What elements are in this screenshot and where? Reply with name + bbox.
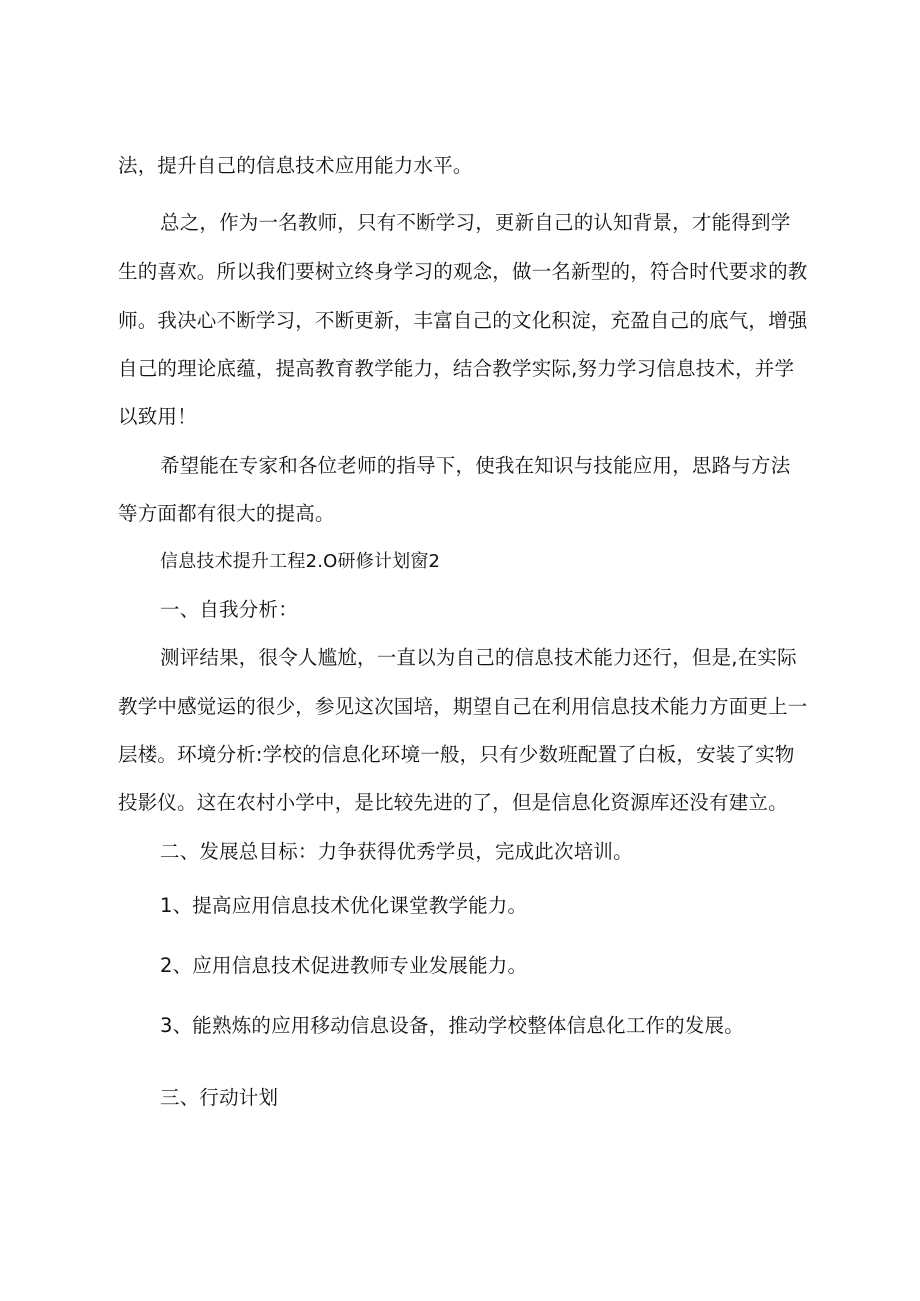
goal-item-2: 2、应用信息技术促进教师专业发展能力。 <box>160 954 528 977</box>
heading-development-goal: 二、发展总目标：力争获得优秀学员，完成此次培训。 <box>160 840 633 863</box>
heading-self-analysis: 一、自我分析： <box>160 598 298 621</box>
paragraph-analysis-line-4: 投影仪。这在农村小学中，是比较先进的了，但是信息化资源库还没有建立。 <box>118 791 788 814</box>
paragraph-summary-line-3: 师。我决心不断学习，不断更新，丰富自己的文化积淀，充盈自己的底气，增强 <box>118 309 808 332</box>
paragraph-hope-line-2: 等方面都有很大的提高。 <box>118 502 335 525</box>
goal-item-1: 1、提高应用信息技术优化课堂教学能力。 <box>160 894 528 917</box>
paragraph-analysis-line-2: 教学中感觉运的很少，参见这次国培，期望自己在利用信息技术能力方面更上一 <box>118 695 808 718</box>
section-title: 信息技术提升工程2.O研修计划窗2 <box>160 551 441 572</box>
heading-action-plan: 三、行动计划 <box>160 1086 279 1109</box>
goal-item-3: 3、能熟炼的应用移动信息设备，推动学校整体信息化工作的发展。 <box>160 1014 744 1037</box>
paragraph-intro-tail: 法，提升自己的信息技术应用能力水平。 <box>118 154 473 177</box>
paragraph-summary-line-5: 以致用！ <box>118 405 197 428</box>
paragraph-summary-line-1: 总之，作为一名教师，只有不断学习，更新自己的认知背景，才能得到学 <box>160 211 791 234</box>
paragraph-summary-line-4: 自己的理论底蕴，提高教育教学能力，结合教学实际,努力学习信息技术，并学 <box>118 357 795 380</box>
paragraph-hope-line-1: 希望能在专家和各位老师的指导下，使我在知识与技能应用，思路与方法 <box>160 454 791 477</box>
paragraph-analysis-line-3: 层楼。环境分析:学校的信息化环境一般，只有少数班配置了白板，安装了实物 <box>118 743 795 766</box>
paragraph-summary-line-2: 生的喜欢。所以我们要树立终身学习的观念，做一名新型的，符合时代要求的教 <box>118 260 808 283</box>
paragraph-analysis-line-1: 测评结果，很令人尴尬，一直以为自己的信息技术能力还行，但是,在实际 <box>160 646 797 669</box>
